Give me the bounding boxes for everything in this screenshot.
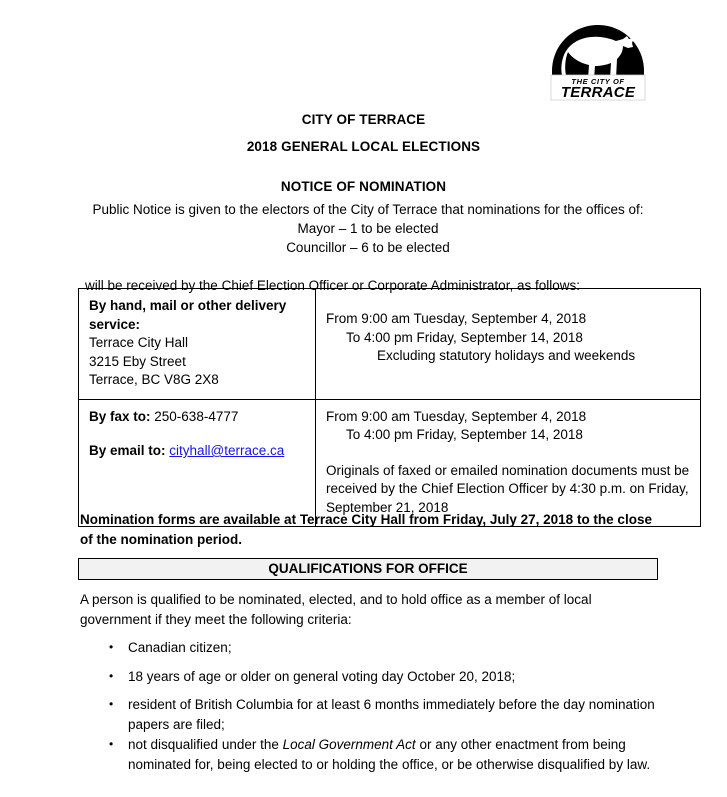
delivery-method-title: By hand, mail or other delivery service: [89, 298, 287, 332]
email-line [89, 442, 305, 461]
table-row [79, 399, 701, 527]
list-item: • resident of British Columbia for at least 6 months immediately before the day nomination papers are filed; [80, 695, 658, 734]
qualifications-section-bar: QUALIFICATIONS FOR OFFICE [78, 558, 658, 580]
fax-label: By fax to: [89, 408, 151, 424]
criterion-suffix: or any other enactment from being nominated for, being elected to or holding the office, or be otherwise disqualified by law. [128, 737, 651, 772]
logo-bottom-text: TERRACE [560, 84, 636, 101]
delivery-schedule-cell [316, 289, 701, 400]
email-link[interactable]: cityhall@terrace.ca [169, 443, 285, 458]
qualifications-intro: A person is qualified to be nominated, elected, and to hold office as a member of local government if they meet the following criteria: [80, 592, 592, 627]
originals-note: Originals of faxed or emailed nomination documents must be received by the Chief Election Officer by 4:30 p.m. on Friday, September 21, 2018 [326, 462, 690, 515]
schedule-to: To 4:00 pm Friday, September 14, 2018 [346, 427, 583, 442]
delivery-method-cell [79, 289, 316, 400]
nomination-forms-note: Nomination forms are available at Terrace City Hall from Friday, July 27, 2018 to the close of the nomination period. [80, 512, 652, 547]
intro-block [78, 200, 658, 295]
table-row [79, 289, 701, 400]
fax-line [89, 408, 305, 427]
address-line: 3215 Eby Street [89, 353, 186, 369]
city-of-terrace-logo [548, 23, 648, 103]
intro-lead: Public Notice is given to the electors of the City of Terrace that nominations for the offices of: [92, 202, 644, 217]
address-line: Terrace City Hall [89, 335, 189, 350]
act-name: Local Government Act [282, 737, 416, 752]
criterion-prefix: not disqualified under the [128, 737, 283, 752]
schedule-from: From 9:00 am Tuesday, September 4, 2018 [326, 311, 587, 326]
intro-follows: will be received by the Chief Election Officer or Corporate Administrator, as follows: [85, 278, 580, 293]
office-mayor: Mayor – 1 to be elected [297, 221, 439, 236]
logo-top-text: THE CITY OF [571, 77, 625, 86]
fax-email-schedule-cell [316, 399, 701, 527]
address-line: Terrace, BC V8G 2X8 [89, 372, 219, 387]
fax-email-method-cell [79, 399, 316, 527]
email-label: By email to: [89, 443, 166, 458]
list-item [80, 735, 658, 774]
heading-city: CITY OF TERRACE [301, 112, 426, 127]
document-headings [0, 112, 727, 194]
list-item: • Canadian citizen; [80, 638, 658, 658]
heading-notice: NOTICE OF NOMINATION [280, 179, 447, 194]
schedule-from: From 9:00 am Tuesday, September 4, 2018 [326, 408, 587, 424]
schedule-to: To 4:00 pm Friday, September 14, 2018 [346, 329, 583, 345]
heading-elections: 2018 GENERAL LOCAL ELECTIONS [246, 139, 481, 154]
schedule-exclusion-note: Excluding statutory holidays and weekends [377, 348, 636, 363]
fax-number: 250-638-4777 [154, 408, 239, 424]
qualifications-body [80, 590, 660, 774]
criteria-list [80, 638, 660, 774]
office-councillor: Councillor – 6 to be elected [286, 240, 450, 255]
list-item: • 18 years of age or older on general voting day October 20, 2018; [80, 667, 658, 687]
submission-methods-table [78, 288, 701, 527]
